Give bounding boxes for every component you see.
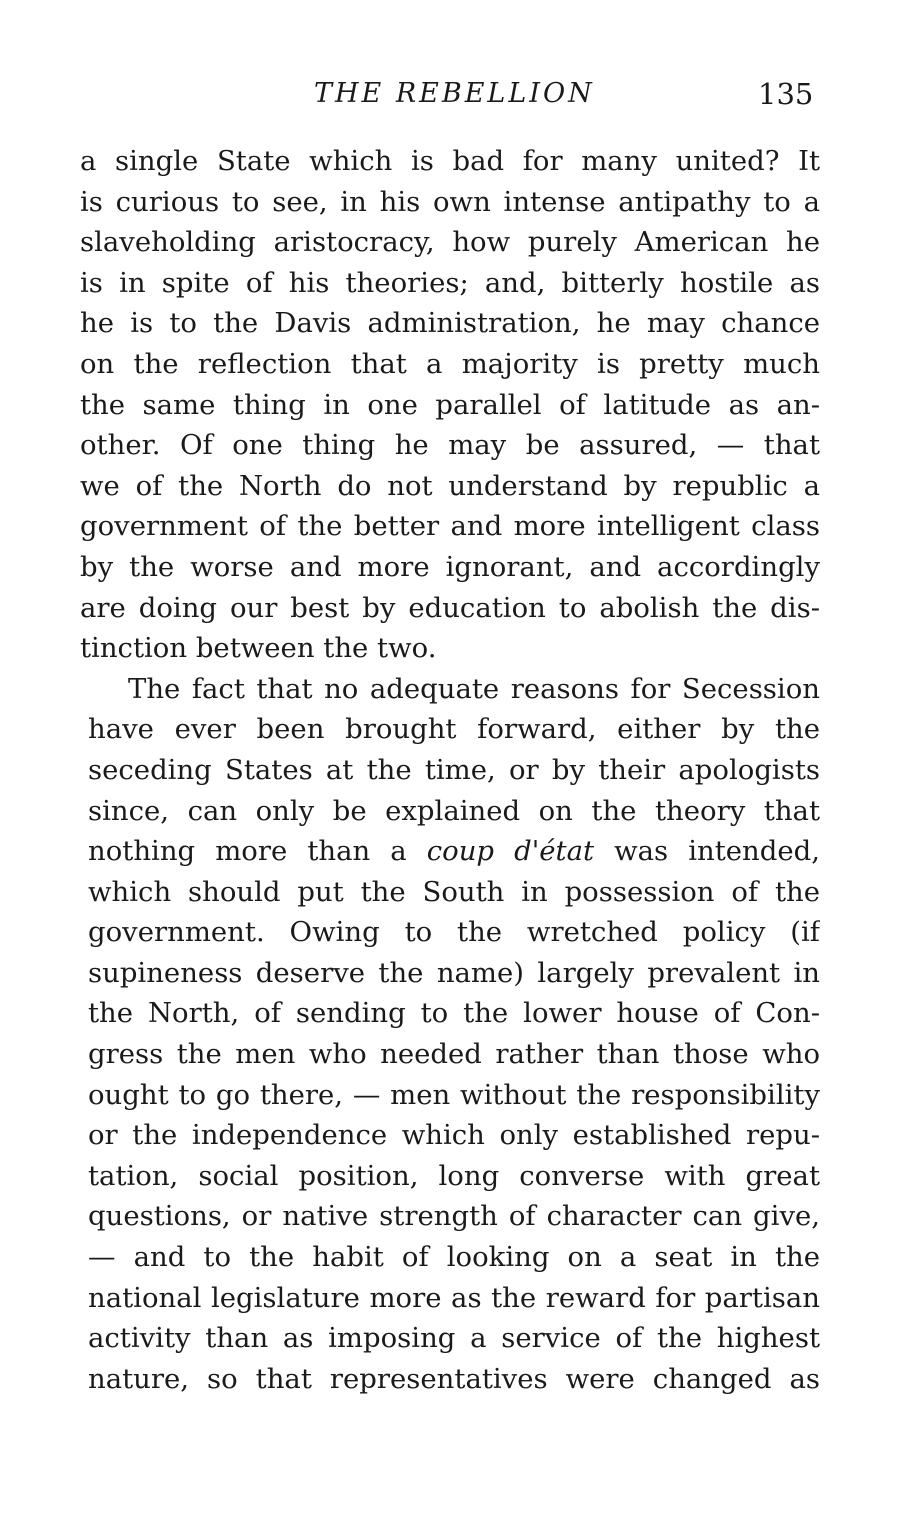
text-line: by the worse and more ignorant, and accordingly [80,550,820,583]
text-line: The fact that no adequate reasons for Secession [128,672,820,705]
text-line: is in spite of his theories; and, bitterly hostile as [80,266,820,299]
text-line: questions, or native strength of character can give, [88,1200,820,1233]
text-line: have ever been brought forward, either by the [88,713,820,746]
text-line: since, can only be explained on the theory that [88,794,820,827]
text-line: slaveholding aristocracy, how purely American he [80,226,820,259]
text-line: on the reflection that a majority is pretty much [80,347,820,380]
text-line: is curious to see, in his own intense antipathy to a [80,185,820,218]
text-line: the North, of sending to the lower house of Con- [88,997,820,1030]
text-line: ought to go there, — men without the responsibility [88,1078,820,1111]
text-line: are doing our best by education to abolish the dis- [80,591,820,624]
text-line: supineness deserve the name) largely prevalent in [88,956,820,989]
body-text [80,141,820,1399]
text-line: activity than as imposing a service of the highest [88,1322,820,1355]
running-head [0,76,900,116]
text-line: we of the North do not understand by republic a [80,469,820,502]
text-line: nature, so that representatives were changed as [88,1362,820,1395]
text-line: government. Owing to the wretched policy (if [88,916,820,949]
text-segment: nothing more than a [88,835,407,868]
text-segment: was intended, [614,835,820,868]
paragraph-1 [80,141,820,669]
text-line: the same thing in one parallel of latitude as an- [80,388,820,421]
text-line: he is to the Davis administration, he may chance [80,307,820,340]
text-line: tinction between the two. [80,632,437,665]
text-line: or the independence which only established repu- [88,1119,820,1152]
text-line-with-italic [88,831,820,872]
paragraph-2 [80,669,820,1400]
text-line: gress the men who needed rather than those who [88,1038,820,1071]
text-line: seceding States at the time, or by their apologists [88,753,820,786]
text-line: other. Of one thing he may be assured, — that [80,429,820,462]
text-line: a single State which is bad for many united? It [80,145,820,177]
text-line: national legislature more as the reward for partisan [88,1281,820,1314]
text-line: government of the better and more intelligent class [80,510,820,543]
italic-phrase: coup d'état [426,835,595,868]
running-title: THE REBELLION [314,78,595,109]
page-number: 135 [758,77,814,111]
text-line: tation, social position, long converse with great [88,1159,820,1192]
text-line: which should put the South in possession of the [88,875,820,908]
text-line: — and to the habit of looking on a seat in the [88,1241,820,1274]
